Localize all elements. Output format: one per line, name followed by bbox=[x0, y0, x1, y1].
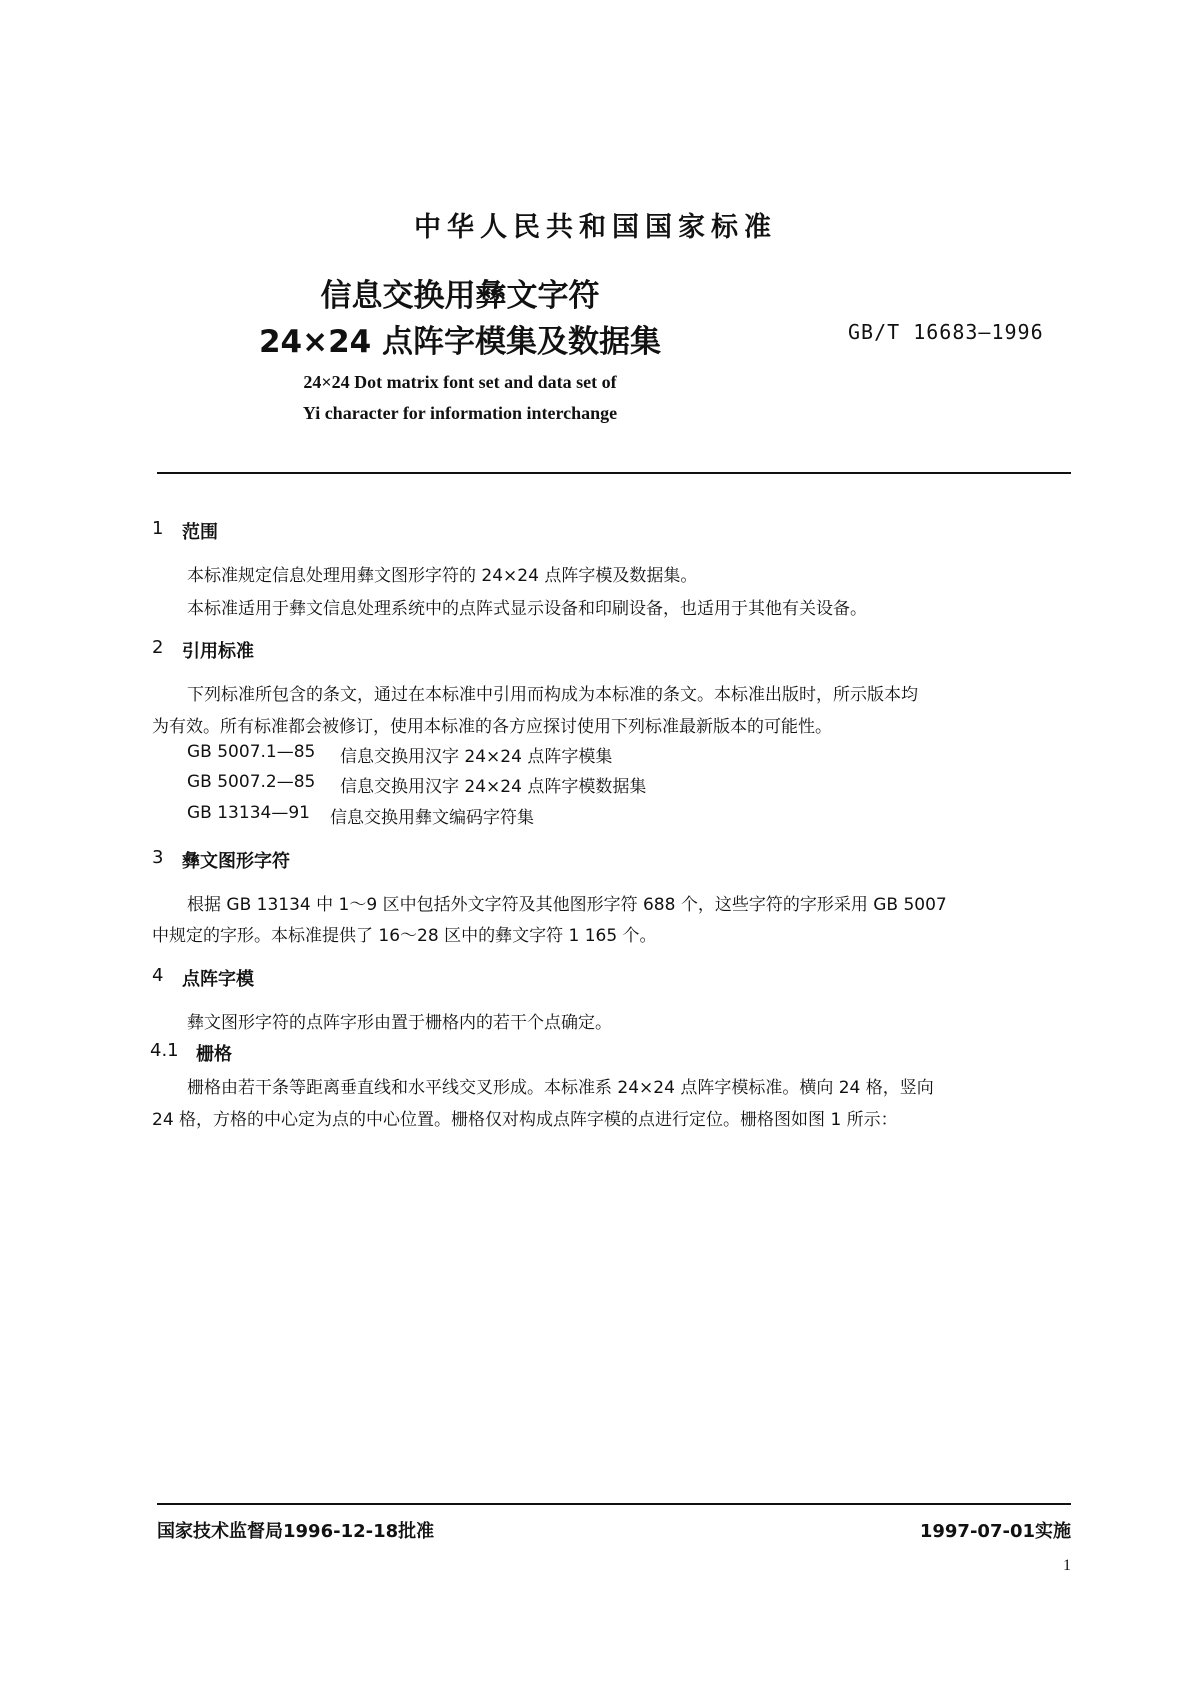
section-1-title: 范围 bbox=[182, 522, 218, 543]
section-2-number: 2 bbox=[152, 637, 164, 658]
footer-divider bbox=[157, 1503, 1071, 1505]
national-standard-header: 中华人民共和国国家标准 bbox=[414, 212, 777, 243]
cn-title-line-2: 24×24 点阵字模集及数据集 bbox=[258, 324, 662, 360]
section-4-1-title: 栅格 bbox=[196, 1044, 232, 1065]
header-divider bbox=[157, 472, 1071, 474]
reference-code-1: GB 5007.1—85 bbox=[187, 742, 316, 762]
reference-title-3: 信息交换用彝文编码字符集 bbox=[330, 808, 534, 828]
section-4-paragraph: 彝文图形字符的点阵字形由置于栅格内的若干个点确定。 bbox=[187, 1013, 612, 1033]
implementation-date: 1997-07-01实施 bbox=[919, 1521, 1071, 1542]
section-3-paragraph-line-2: 中规定的字形。本标准提供了 16～28 区中的彝文字符 1 165 个。 bbox=[152, 926, 657, 946]
page-number: 1 bbox=[1063, 1557, 1071, 1574]
section-1-paragraph-1: 本标准规定信息处理用彝文图形字符的 24×24 点阵字模及数据集。 bbox=[187, 566, 698, 586]
section-2-title: 引用标准 bbox=[182, 641, 254, 662]
section-3-title: 彝文图形字符 bbox=[182, 851, 290, 872]
section-4-title: 点阵字模 bbox=[182, 969, 254, 990]
standard-number: GB/T 16683—1996 bbox=[848, 320, 1044, 344]
section-3-number: 3 bbox=[152, 847, 164, 868]
approval-date: 国家技术监督局1996-12-18批准 bbox=[157, 1521, 435, 1542]
en-title-line-2: Yi character for information interchange bbox=[302, 403, 618, 423]
en-title-line-1: 24×24 Dot matrix font set and data set of bbox=[303, 372, 617, 392]
reference-title-2: 信息交换用汉字 24×24 点阵字模数据集 bbox=[340, 777, 647, 797]
section-1-number: 1 bbox=[152, 518, 164, 539]
section-3-paragraph-line-1: 根据 GB 13134 中 1～9 区中包括外文字符及其他图形字符 688 个，这些字符的字形采用 GB 5007 bbox=[187, 895, 947, 915]
section-1-paragraph-2: 本标准适用于彝文信息处理系统中的点阵式显示设备和印刷设备，也适用于其他有关设备。 bbox=[187, 599, 867, 619]
section-2-paragraph-line-2: 为有效。所有标准都会被修订，使用本标准的各方应探讨使用下列标准最新版本的可能性。 bbox=[152, 717, 832, 737]
cn-title-line-1: 信息交换用彝文字符 bbox=[320, 278, 600, 314]
reference-title-1: 信息交换用汉字 24×24 点阵字模集 bbox=[340, 747, 613, 767]
section-4-1-number: 4.1 bbox=[150, 1040, 179, 1061]
reference-code-2: GB 5007.2—85 bbox=[187, 772, 316, 792]
section-2-paragraph-line-1: 下列标准所包含的条文，通过在本标准中引用而构成为本标准的条文。本标准出版时，所示版本均 bbox=[187, 685, 918, 705]
section-4-1-paragraph-line-2: 24 格，方格的中心定为点的中心位置。栅格仅对构成点阵字模的点进行定位。栅格图如图 1 所示： bbox=[152, 1110, 898, 1130]
reference-code-3: GB 13134—91 bbox=[187, 803, 310, 823]
section-4-1-paragraph-line-1: 栅格由若干条等距离垂直线和水平线交叉形成。本标准系 24×24 点阵字模标准。横向 24 格，竖向 bbox=[187, 1078, 934, 1098]
section-4-number: 4 bbox=[152, 965, 164, 986]
